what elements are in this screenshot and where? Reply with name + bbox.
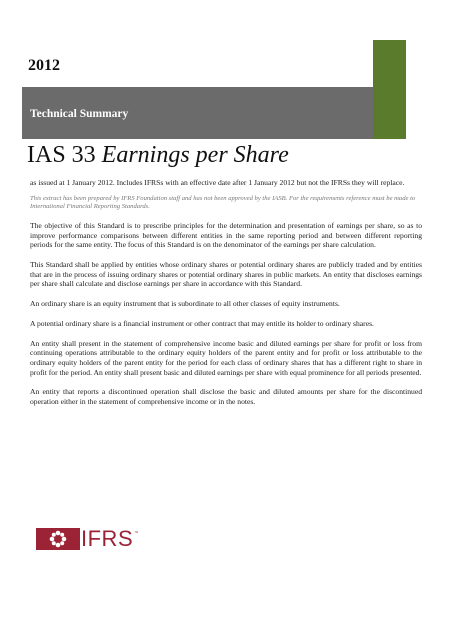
- issue-note: as issued at 1 January 2012. Includes IFRSs with an effective date after 1 January 2012 but not the IFRSs they will replace.: [30, 178, 405, 187]
- paragraph-presentation: An entity shall present in the statement of comprehensive income basic and diluted earnings per share for profit or loss from continuing operations attributable to the ordinary equity holders of the parent entity and for profit or loss attributable to the ordinary equity holders of the parent entity for the period for each class of ordinary shares that has a different right to share in profit for the period. An entity shall present basic and diluted earnings per share with equal prominence for all periods presented.: [30, 338, 422, 377]
- trademark-mark: ™: [134, 530, 139, 535]
- year-label: 2012: [28, 57, 60, 74]
- accent-bar-top: [373, 40, 406, 87]
- paragraph-ordinary-share: An ordinary share is an equity instrument that is subordinate to all other classes of equity instruments.: [30, 299, 340, 309]
- standard-code: IAS 33: [27, 142, 96, 168]
- paragraph-scope: This Standard shall be applied by entities whose ordinary shares or potential ordinary shares are publicly traded and by entities that are in the process of issuing ordinary shares or potential ordinary shares in public markets. An entity that discloses earnings per share shall calculate and disclose earnings per share in accordance with this Standard.: [30, 260, 422, 289]
- paragraph-discontinued: An entity that reports a discontinued operation shall disclose the basic and diluted amounts per share for the discontinued operation either in the statement of comprehensive income or in the notes.: [30, 387, 422, 407]
- paragraph-objective: The objective of this Standard is to prescribe principles for the determination and presentation of earnings per share, so as to improve performance comparisons between different entities in the same reporting period and between different reporting periods for the same entity. The focus of this Standard is on the denominator of the earnings per share calculation.: [30, 220, 422, 250]
- accent-bar-band: [373, 87, 406, 139]
- page-title: [27, 142, 289, 169]
- disclaimer-note: This extract has been prepared by IFRS Foundation staff and has not been approved by the IASB. For the requirements reference must be made to International Financial Reporting Standards.: [30, 194, 416, 211]
- ifrs-logo-text: IFRS: [81, 526, 134, 551]
- standard-topic: Earnings per Share: [101, 142, 289, 168]
- ifrs-flower-icon: [36, 528, 80, 550]
- section-label: Technical Summary: [30, 108, 129, 120]
- document-body: [30, 178, 422, 417]
- paragraph-potential-share: A potential ordinary share is a financial instrument or other contract that may entitle its holder to ordinary shares.: [30, 318, 374, 328]
- ifrs-logo: [36, 528, 138, 550]
